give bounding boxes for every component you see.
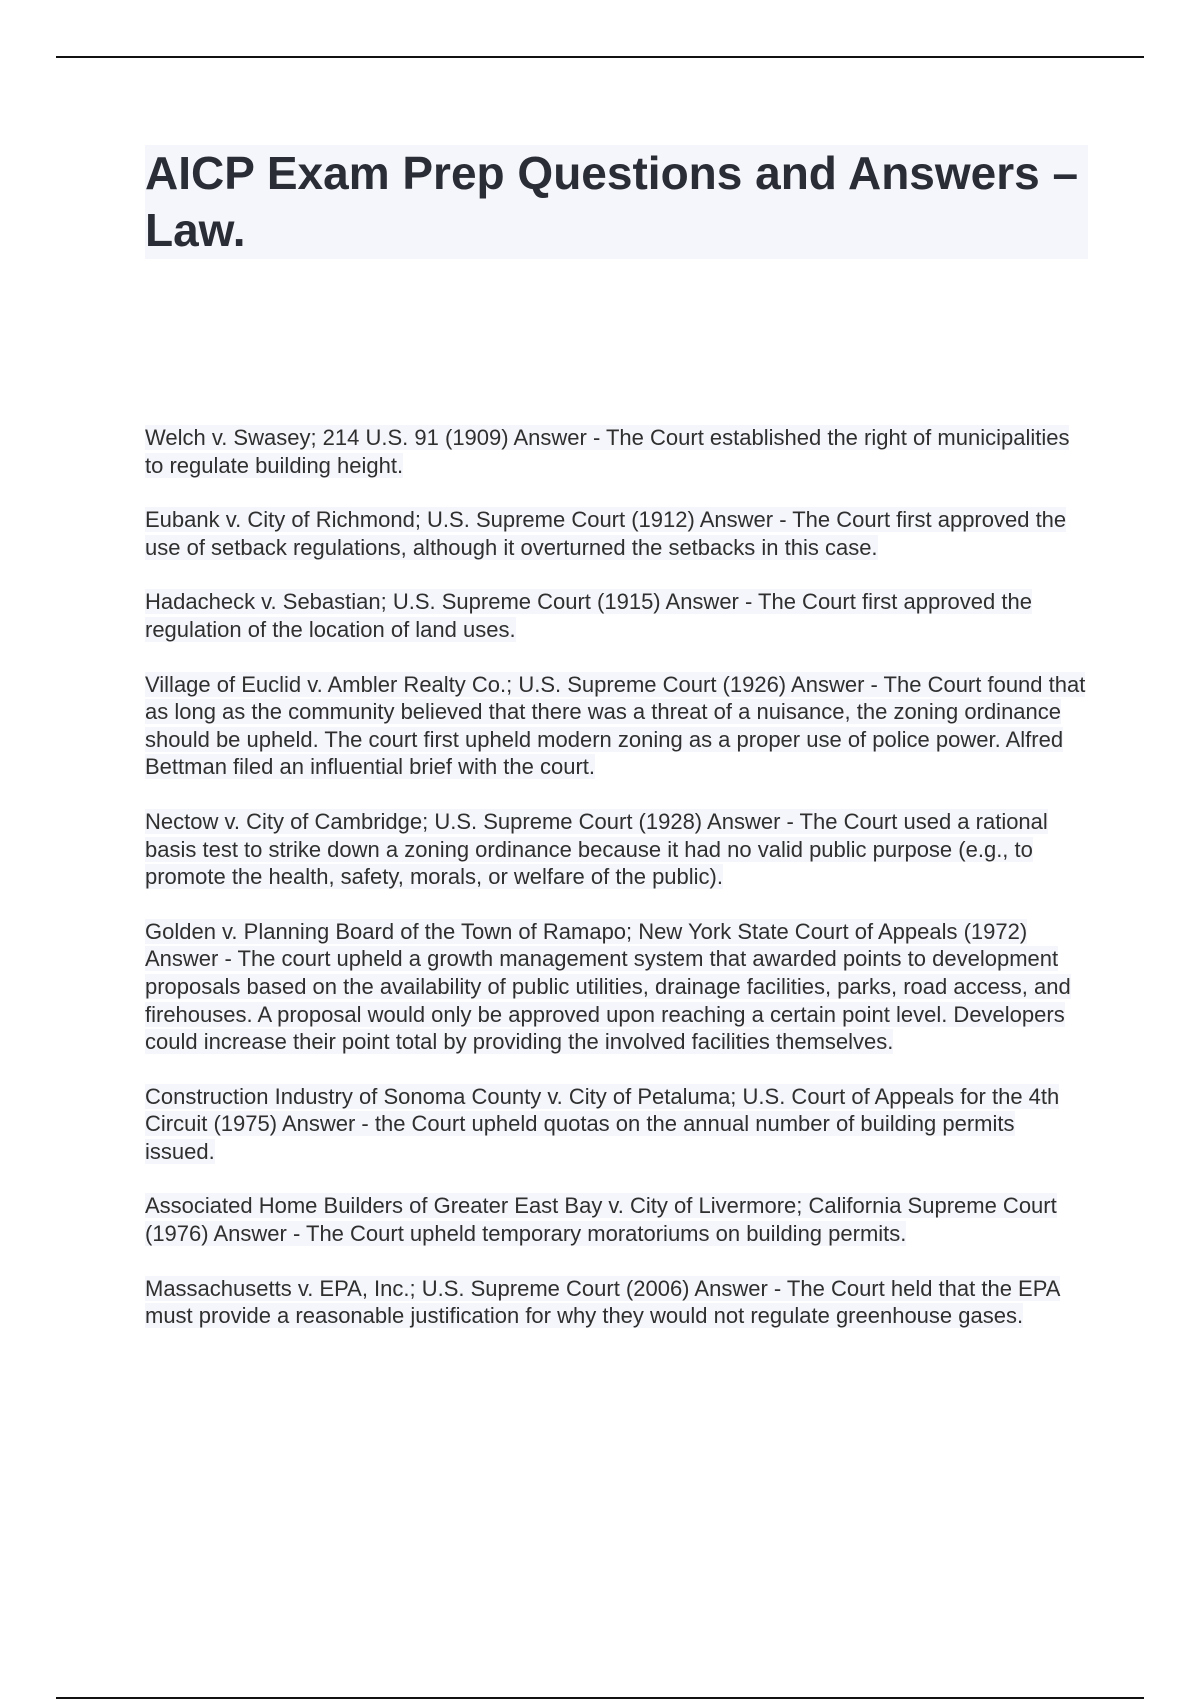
document-title: AICP Exam Prep Questions and Answers – Law. [145,147,1079,256]
qa-entry [145,808,1090,891]
qa-entry-text: Associated Home Builders of Greater East Bay v. City of Livermore; California Supreme Court (1976) Answer - The Court upheld temporary moratoriums on building permits. [145,1193,1057,1247]
qa-entry-text: Golden v. Planning Board of the Town of Ramapo; New York State Court of Appeals (1972) Answer - The court upheld a growth management system that awarded points to development proposals based on the availability of public utilities, drainage facilities, parks, road access, and firehouses. A proposal would only be approved upon reaching a certain point level. Developers could increase their point total by providing the involved facilities themselves. [145,918,1071,1055]
qa-entry-text: Massachusetts v. EPA, Inc.; U.S. Supreme Court (2006) Answer - The Court held that the EPA must provide a reasonable justification for why they would not regulate greenhouse gases. [145,1275,1061,1329]
bottom-rule [56,1697,1144,1699]
qa-entry [145,1275,1090,1330]
qa-entry [145,1083,1090,1166]
qa-entry [145,588,1090,643]
qa-entry [145,506,1090,561]
qa-entry-text: Welch v. Swasey; 214 U.S. 91 (1909) Answer - The Court established the right of municipalities to regulate building height. [145,425,1070,478]
qa-entry-text: Hadacheck v. Sebastian; U.S. Supreme Court (1915) Answer - The Court first approved the regulation of the location of land uses. [145,589,1032,642]
qa-list [145,424,1090,1357]
qa-entry [145,1192,1090,1247]
qa-entry-text: Eubank v. City of Richmond; U.S. Supreme Court (1912) Answer - The Court first approved the use of setback regulations, although it overturned the setbacks in this case. [145,507,1067,560]
qa-entry [145,918,1090,1056]
qa-entry-text: Nectow v. City of Cambridge; U.S. Supreme Court (1928) Answer - The Court used a rational basis test to strike down a zoning ordinance because it had no valid public purpose (e.g., to promote the health, safety, morals, or welfare of the public). [145,808,1048,890]
qa-entry [145,671,1090,781]
title-block [145,145,1088,259]
qa-entry-text: Construction Industry of Sonoma County v. City of Petaluma; U.S. Court of Appeals for the 4th Circuit (1975) Answer - the Court upheld quotas on the annual number of building permits issued. [145,1083,1060,1164]
qa-entry [145,424,1090,479]
top-rule [56,56,1144,58]
qa-entry-text: Village of Euclid v. Ambler Realty Co.; U.S. Supreme Court (1926) Answer - The Court found that as long as the community believed that there was a threat of a nuisance, the zoning ordinance should be upheld. The court first upheld modern zoning as a proper use of police power. Alfred Bettman filed an influential brief with the court. [145,671,1086,780]
